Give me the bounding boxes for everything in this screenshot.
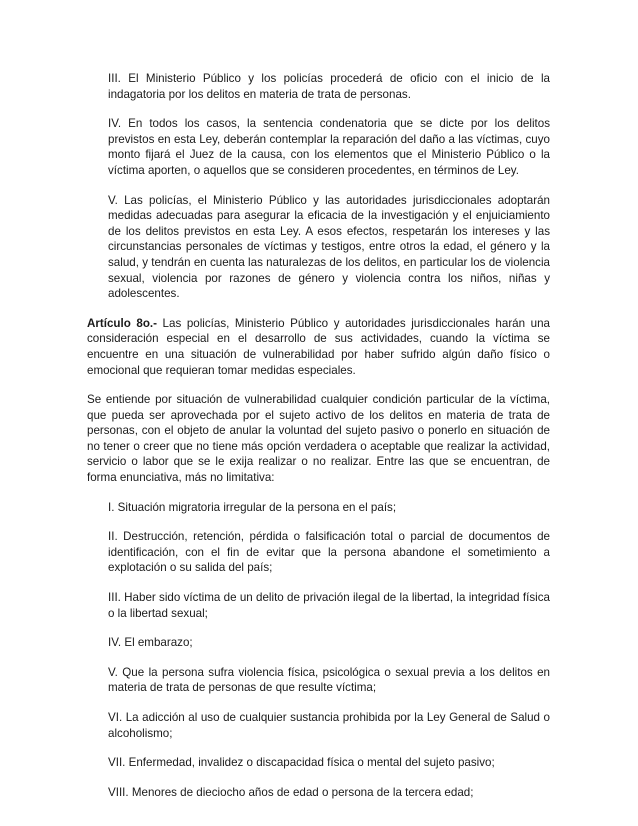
list-item-iii: III. Haber sido víctima de un delito de privación ilegal de la libertad, la integridad física o la libertad sexual; (108, 591, 550, 620)
article-8-text: Las policías, Ministerio Público y autoridades jurisdiccionales harán una consideración especial en el desarrollo de sus actividades, cuando la víctima se encuentre en una situación de vulnerabilidad por haber sufrido algún daño físico o emocional que requieran tomar medidas especiales. (87, 316, 550, 377)
list-item-iv: IV. El embarazo; (108, 636, 193, 650)
list-item-vii: VII. Enfermedad, invalidez o discapacidad física o mental del sujeto pasivo; (108, 756, 495, 770)
item-iii-indagatoria: III. El Ministerio Público y los policías procederá de oficio con el inicio de la indagatoria por los delitos en materia de trata de personas. (108, 72, 550, 101)
item-iv-sentencia: IV. En todos los casos, la sentencia condenatoria que se dicte por los delitos previstos en esta Ley, deberán contemplar la reparación del daño a las víctimas, cuyo monto fijará el Juez de la causa, con los elementos que el Ministerio Público o la víctima aporten, o aquellos que se consideren procedentes, en términos de Ley. (108, 117, 550, 177)
item-v-autoridades: V. Las policías, el Ministerio Público y las autoridades jurisdiccionales adoptarán medidas adecuadas para asegurar la eficacia de la investigación y el enjuiciamiento de los delitos previstos en esta Ley. A esos efectos, respetarán los intereses y las circunstancias personales de víctimas y testigos, entre otros la edad, el género y la salud, y tendrán en cuenta las naturalezas de los delitos, en particular los de violencia sexual, violencia por razones de género y violencia contra los niños, niñas y adolescentes. (108, 193, 550, 301)
vulnerability-definition: Se entiende por situación de vulnerabilidad cualquier condición particular de la víctima, que pueda ser aprovechada por el sujeto activo de los delitos en materia de trata de personas, con el objeto de anular la voluntad del sujeto pasivo o ponerlo en situación de no tener o creer que no tiene más opción verdadera o aceptable que realizar la actividad, servicio o labor que se le exija realizar o no realizar. Entre las que se encuentran, de forma enunciativa, más no limitativa: (87, 393, 550, 485)
list-item-v: V. Que la persona sufra violencia física, psicológica o sexual previa a los delitos en materia de trata de personas de que resulte víctima; (108, 665, 550, 695)
list-item-viii: VIII. Menores de dieciocho años de edad o persona de la tercera edad; (108, 785, 474, 799)
list-item-vi: VI. La adicción al uso de cualquier sustancia prohibida por la Ley General de Salud o alcoholismo; (108, 711, 550, 740)
list-item-i: I. Situación migratoria irregular de la persona en el país; (108, 500, 397, 514)
article-8-title: Artículo 8o.- (87, 316, 157, 330)
list-item-ii: II. Destrucción, retención, pérdida o falsificación total o parcial de documentos de identificación, con el fin de evitar que la persona abandone el sometimiento a explotación o su salida del país; (108, 530, 550, 575)
article-8-paragraph (87, 316, 550, 378)
